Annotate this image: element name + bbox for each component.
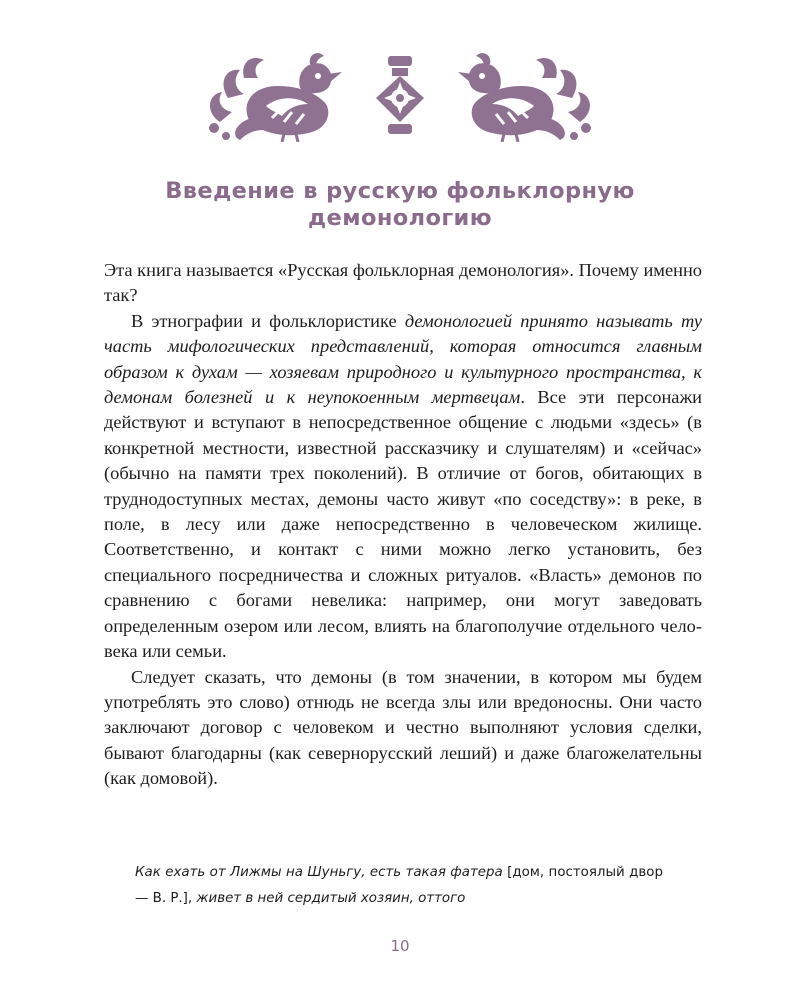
body-text	[104, 258, 702, 792]
quotation-italic-end: живет в ней сердитый хозяин, оттого	[196, 891, 466, 906]
chapter-title-line-2: демонологию	[307, 205, 492, 231]
quotation-editor-note: [дом, постоялый двор — В. Р.],	[135, 865, 663, 906]
page-number: 10	[390, 937, 410, 955]
quotation-italic-start: Как ехать от Лижмы на Шуньгу, есть такая фатера	[135, 865, 503, 880]
chapter-title	[100, 178, 700, 232]
paragraph-3: Следует сказать, что демоны (в том значении, в котором мы будем употреблять это слово) отнюдь не всегда злы или вредоносны. Они часто заключают договор с человеком и честно выполняют условия сделки, бывают благодарны (как севернорусский леший) и даже благожелательны (как домовой).	[104, 666, 702, 789]
chapter-title-line-1: Введение в русскую фольклорную	[165, 178, 635, 204]
paragraph-1: Эта книга называется «Русская фольклорная демонология». Почему именно так?	[104, 260, 702, 306]
folk-bird-ornament-icon	[200, 52, 600, 142]
paragraph-2-rest: . Все эти персонажи действуют и вступают в непосредственное общение с людьми «здесь» (в конкретной местности, известной рассказчику и слушателям) и «сейчас» (обычно на памяти трех поколений). В отличие от богов, обитающих в труднодоступных местах, демоны часто живут «по соседству»: в реке, в поле, в лесу или даже непосредственно в человеческом жилище. Соответственно, и контакт с ними можно легко установить, без специального посредничества и сложных ритуалов. «Власть» демонов по сравнению с богами невелика: например, они могут заведовать определенным озером или лесом, влиять на благополучие отдельного человека или семьи.	[104, 387, 702, 662]
paragraph-2	[104, 309, 702, 665]
folk-quotation	[135, 860, 663, 912]
paragraph-2-start: В этнографии и фольклористике	[131, 310, 405, 331]
paragraph-2-italic-definition: демонологией принято называть ту часть мифологических представлений, которая относится главным образом к духам — хозяевам природного и культурного пространства, к демонам болезней и к неупокоенным мертвецам	[104, 310, 702, 408]
